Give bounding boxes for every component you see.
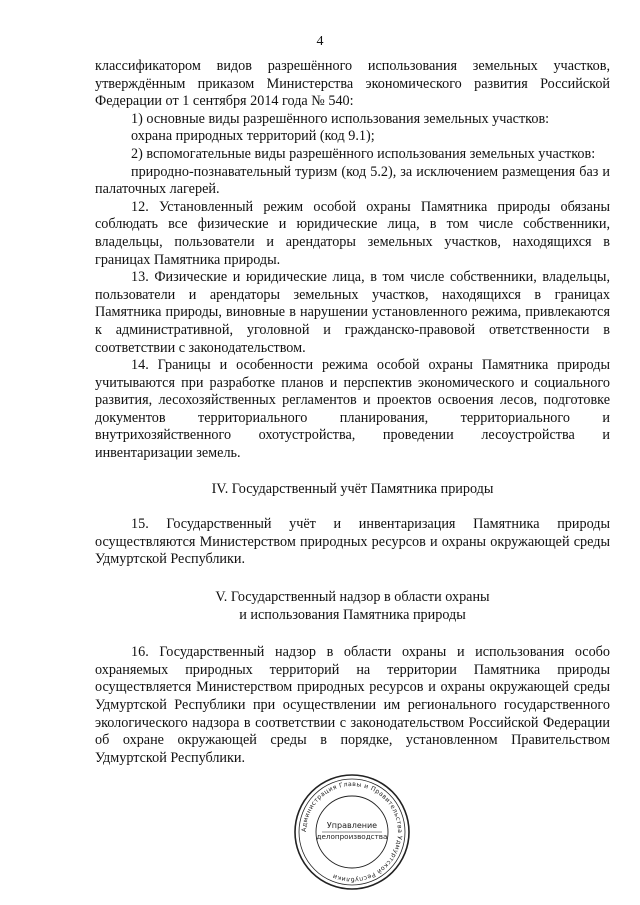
official-seal xyxy=(292,772,412,892)
document-body xyxy=(95,58,610,767)
seal-ring-text: Администрация Главы и Правительства Удмуртской Республики xyxy=(300,780,404,884)
paragraph-15: 15. Государственный учёт и инвентаризация Памятника природы осуществляются Министерством природных ресурсов и охраны окружающей среды Удмуртской Республики. xyxy=(95,516,610,568)
list-item-auxiliary-uses: 2) вспомогательные виды разрешённого использования земельных участков: xyxy=(131,145,596,162)
list-item-main-uses: 1) основные виды разрешённого использования земельных участков: xyxy=(131,110,550,127)
list-item-nature-protection: охрана природных территорий (код 9.1); xyxy=(131,128,375,145)
section-heading-5-line1: V. Государственный надзор в области охраны xyxy=(215,589,490,606)
seal-center-line2: делопроизводства xyxy=(316,832,388,841)
paragraph-14: 14. Границы и особенности режима особой охраны Памятника природы учитываются при разработке планов и перспектив экономического и социального развития, лесохозяйственных регламентов и проектов освоения лесов, подготовке документов территориального планирования, территориального и внутрихозяйственного охотустройства, проведении лесоустройства и инвентаризации земель. xyxy=(95,357,610,462)
section-heading-5-line2: и использования Памятника природы xyxy=(239,606,466,623)
paragraph-13: 13. Физические и юридические лица, в том числе собственники, владельцы, пользователи и арендаторы земельных участков, находящихся в границах Памятника природы, виновные в нарушении установленного режима, привлекаются к административной, уголовной и гражданско-правовой ответственности в соответствии с законодательством. xyxy=(95,269,610,356)
paragraph-12: 12. Установленный режим особой охраны Памятника природы обязаны соблюдать все физические и юридические лица, в том числе собственники, владельцы, пользователи и арендаторы земельных участков, находящихся в границах Памятника природы. xyxy=(95,198,610,268)
seal-center-line1: Управление xyxy=(326,821,378,830)
list-item-tourism: природно-познавательный туризм (код 5.2), за исключением размещения баз и палаточных лагерей. xyxy=(95,163,610,198)
paragraph-classifier: классификатором видов разрешённого использования земельных участков, утверждённым приказом Министерства экономического развития Российской Федерации от 1 сентября 2014 года № 540: xyxy=(95,58,610,110)
paragraph-16: 16. Государственный надзор в области охраны и использования особо охраняемых природных территорий на территории Памятника природы осуществляется Министерством природных ресурсов и охраны окружающей среды Удмуртской Республики при осуществлении им регионального государственного экологического надзора в соответствии с законодательством Российской Федерации об охране окружающей среды в порядке, установленном Правительством Удмуртской Республики. xyxy=(95,644,610,766)
section-heading-4: IV. Государственный учёт Памятника природы xyxy=(211,480,494,497)
page-number: 4 xyxy=(316,34,324,49)
